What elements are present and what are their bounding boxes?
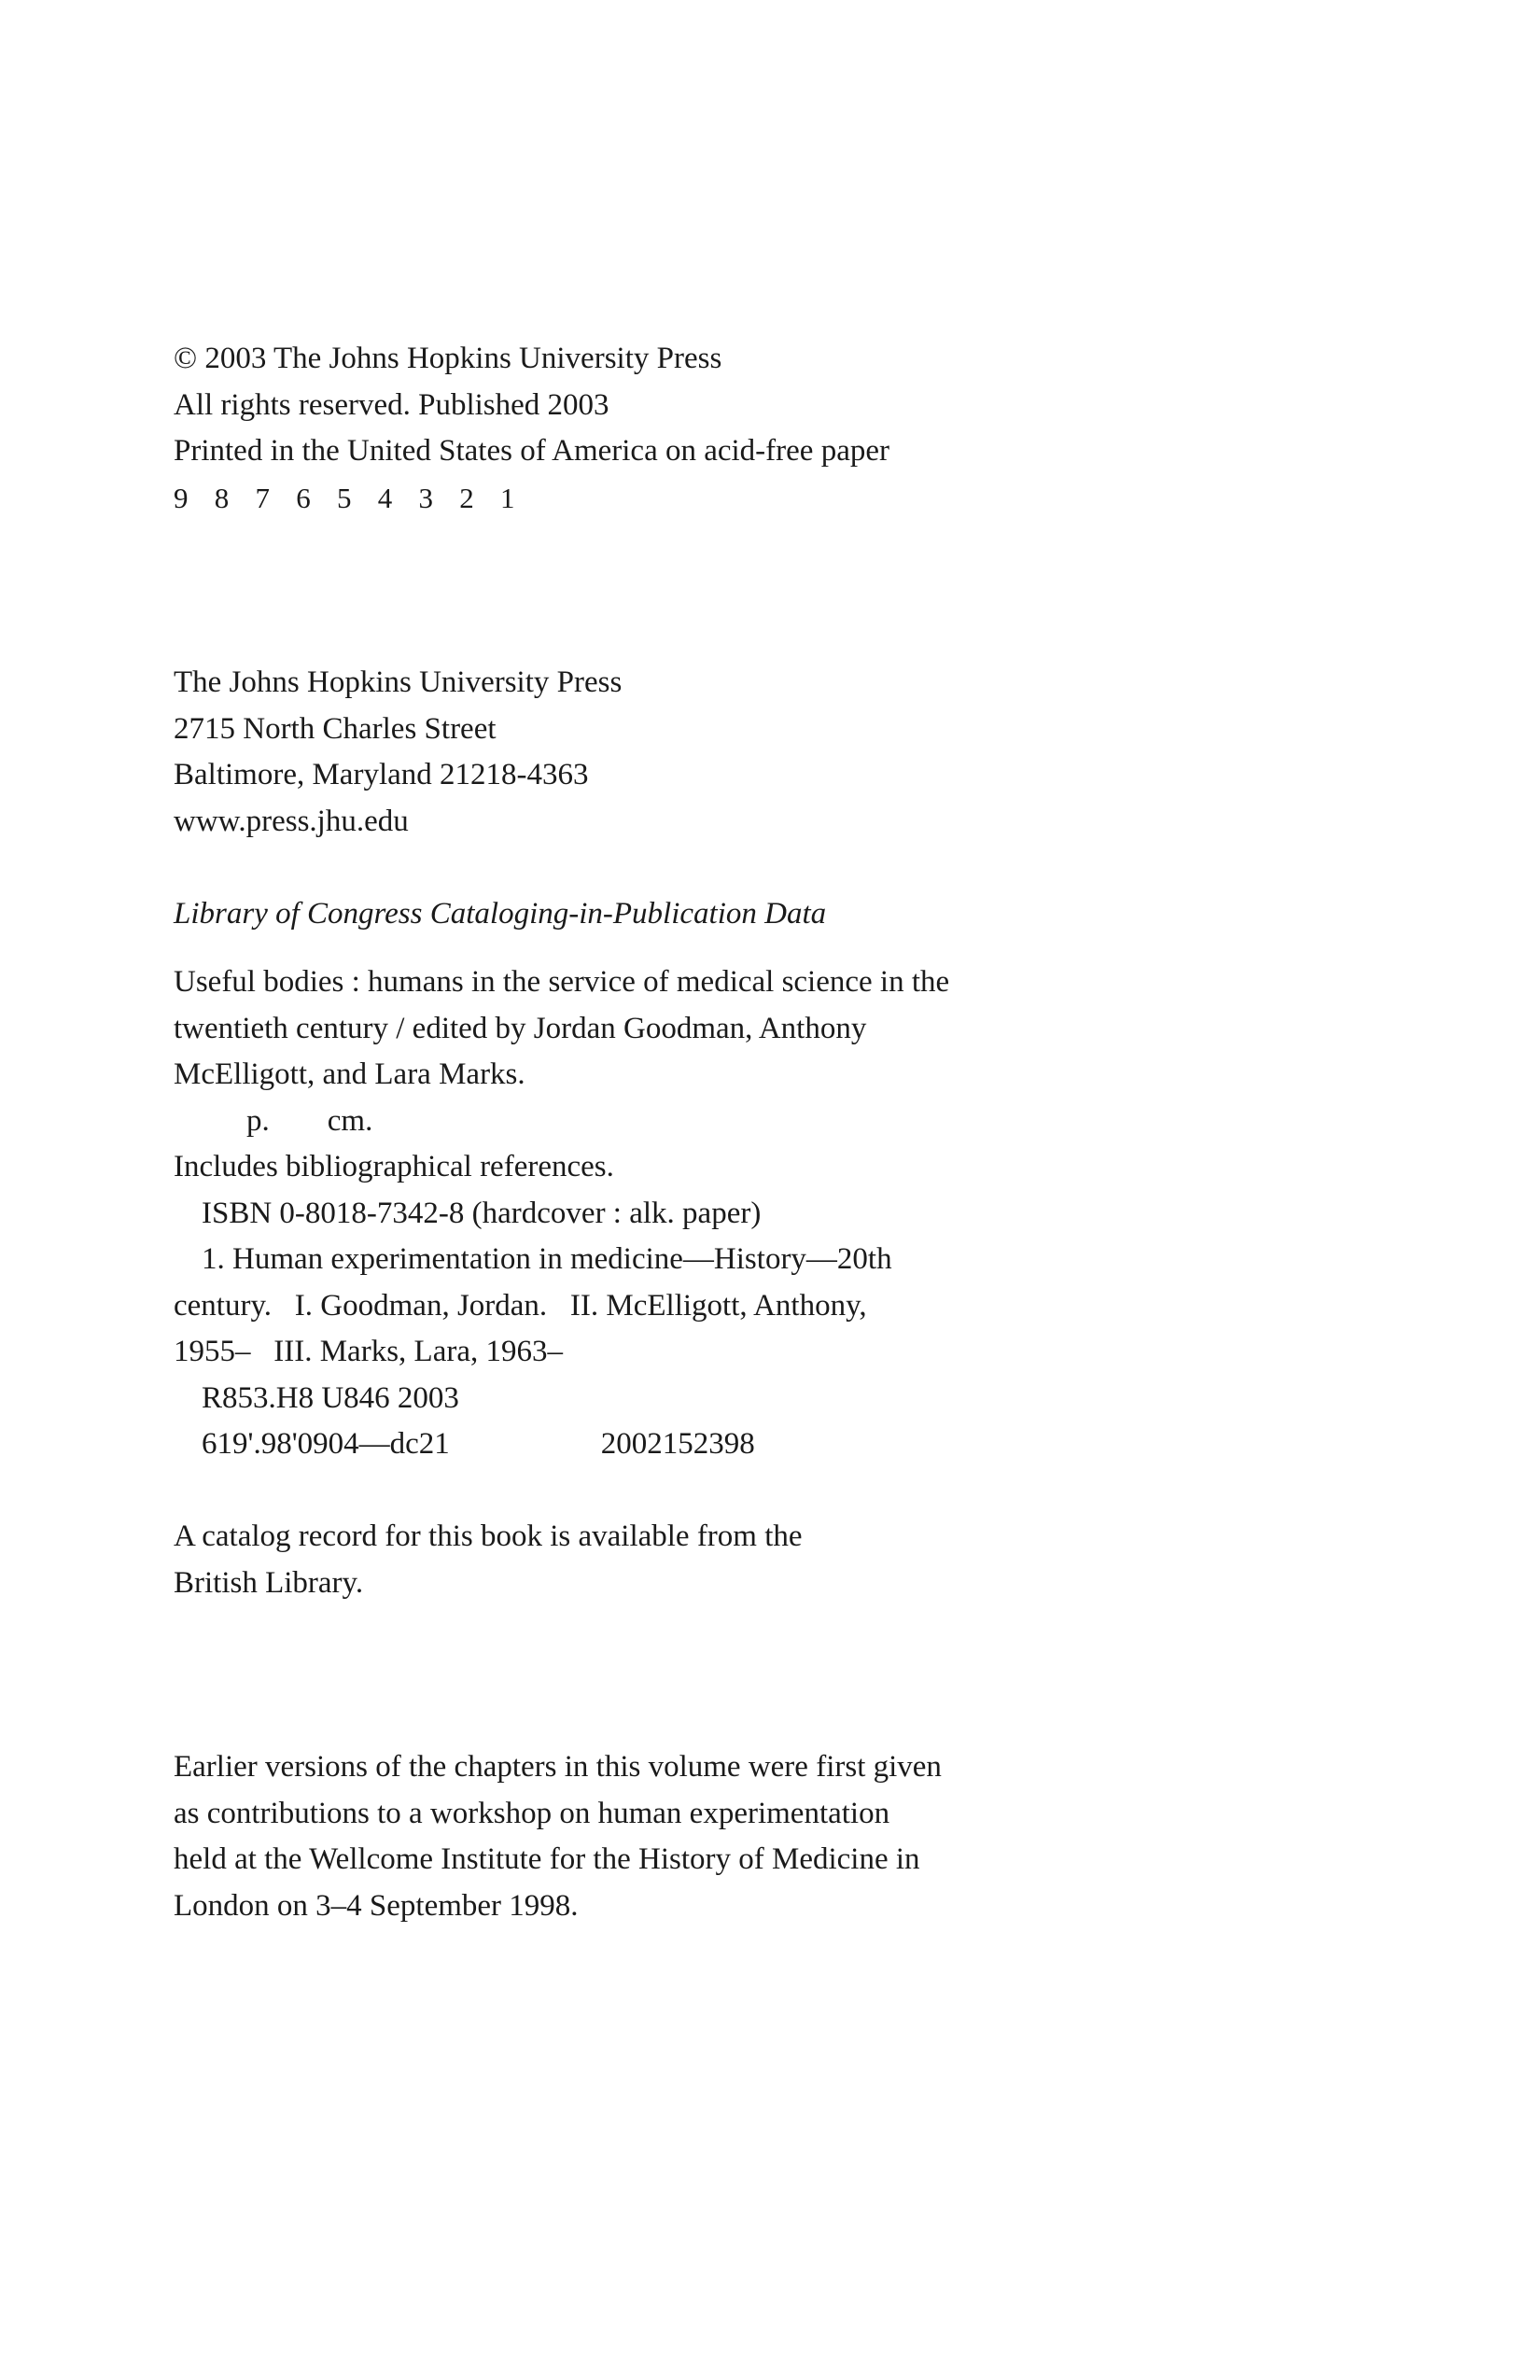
- publisher-street: 2715 North Charles Street: [174, 711, 497, 746]
- cip-title-line: Useful bodies : humans in the service of medical science in the: [174, 965, 950, 999]
- publisher-city: Baltimore, Maryland 21218-4363: [174, 758, 589, 791]
- printing-number: 6: [296, 481, 311, 514]
- printing-number: 1: [500, 481, 515, 514]
- cip-title-line: twentieth century / edited by Jordan Goodman, Anthony: [174, 1011, 867, 1045]
- rights-statement: All rights reserved. Published 2003: [174, 387, 609, 422]
- copyright-block: [174, 336, 1107, 522]
- printing-number: 5: [337, 481, 352, 514]
- british-library-line: British Library.: [174, 1565, 364, 1600]
- page-content: [174, 336, 1107, 1929]
- cip-dewey: 619'.98'0904—dc21: [202, 1427, 450, 1461]
- publisher-name: The Johns Hopkins University Press: [174, 665, 623, 699]
- cip-lc-class: R853.H8 U846 2003: [202, 1380, 459, 1415]
- printing-number: 4: [377, 481, 393, 514]
- cip-subject-line: 1. Human experimentation in medicine—History—20th: [202, 1242, 892, 1276]
- printing-line: [174, 475, 1107, 523]
- printed-statement: Printed in the United States of America on acid-free paper: [174, 434, 889, 468]
- cip-block: [174, 891, 1107, 1468]
- printing-number: 3: [418, 481, 433, 514]
- cip-subject-line: 1955– III. Marks, Lara, 1963–: [174, 1335, 563, 1368]
- cip-isbn: ISBN 0-8018-7342-8 (hardcover : alk. paper): [202, 1196, 762, 1230]
- british-library-note: [174, 1514, 1107, 1606]
- cip-heading: Library of Congress Cataloging-in-Publication Data: [174, 896, 827, 931]
- cip-physical: [174, 1099, 1107, 1145]
- workshop-note-line: London on 3–4 September 1998.: [174, 1888, 579, 1923]
- cip-lccn: 2002152398: [600, 1427, 755, 1461]
- workshop-note-line: Earlier versions of the chapters in this volume were first given: [174, 1750, 942, 1784]
- printing-number: 7: [255, 481, 270, 514]
- copyright-notice: © 2003 The Johns Hopkins University Press: [174, 342, 722, 375]
- cip-classification: [174, 1421, 1107, 1468]
- workshop-note: [174, 1744, 1107, 1929]
- workshop-note-line: held at the Wellcome Institute for the History of Medicine in: [174, 1842, 920, 1876]
- printing-number: 8: [214, 481, 230, 514]
- cip-title-line: McElligott, and Lara Marks.: [174, 1057, 525, 1091]
- cip-subject-line: century. I. Goodman, Jordan. II. McElligott, Anthony,: [174, 1288, 867, 1323]
- cip-p: p.: [246, 1103, 270, 1138]
- printing-number: 9: [174, 481, 189, 514]
- workshop-note-line: as contributions to a workshop on human experimentation: [174, 1796, 890, 1830]
- cip-bibliography: Includes bibliographical references.: [174, 1150, 614, 1183]
- publisher-website: www.press.jhu.edu: [174, 804, 409, 838]
- british-library-line: A catalog record for this book is available from the: [174, 1519, 803, 1553]
- publisher-address: [174, 660, 1107, 845]
- printing-number: 2: [459, 481, 474, 514]
- cip-cm: cm.: [327, 1103, 373, 1138]
